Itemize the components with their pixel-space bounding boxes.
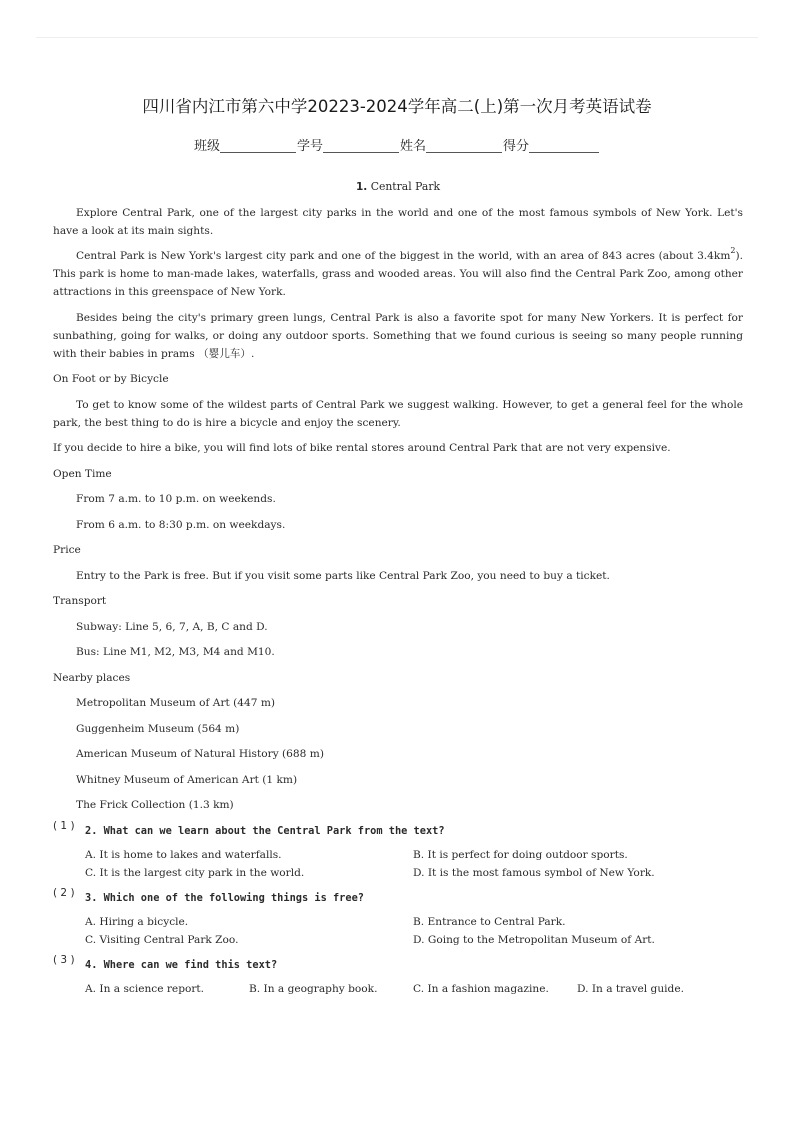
option-d[interactable]: D. It is the most famous symbol of New York. xyxy=(413,866,655,879)
question-2-options xyxy=(53,913,743,949)
heading-nearby: Nearby places xyxy=(53,671,131,684)
question-3 xyxy=(53,953,743,974)
option-a[interactable]: A. Hiring a bicycle. xyxy=(85,915,189,928)
nearby-item: Whitney Museum of American Art (1 km) xyxy=(76,773,298,786)
heading-open-time: Open Time xyxy=(53,467,112,480)
passage-heading xyxy=(53,178,743,196)
nearby-item: Guggenheim Museum (564 m) xyxy=(76,722,240,735)
option-c[interactable]: C. In a fashion magazine. xyxy=(413,982,549,995)
option-d[interactable]: D. In a travel guide. xyxy=(577,982,684,995)
question-label: ( 3 ) xyxy=(53,953,75,966)
top-divider xyxy=(36,37,758,38)
nearby-item: American Museum of Natural History (688 m) xyxy=(76,748,324,760)
score-label: 得分 xyxy=(503,139,530,154)
question-text: 4. Where can we find this text? xyxy=(85,958,278,971)
question-1 xyxy=(53,819,743,840)
name-label: 姓名 xyxy=(400,139,427,154)
passage-paragraph-walking: To get to know some of the wildest parts of Central Park we suggest walking. However, to get a general feel for the whole park, the best thing to do is hire a bicycle and enjoy the scenery. xyxy=(53,398,743,429)
name-blank[interactable] xyxy=(426,138,502,153)
student-id-label: 学号 xyxy=(296,139,323,154)
option-c[interactable]: C. Visiting Central Park Zoo. xyxy=(85,933,239,946)
superscript-2: 2 xyxy=(730,246,736,255)
transport-bus: Bus: Line M1, M2, M3, M4 and M10. xyxy=(76,646,275,658)
question-1-options xyxy=(53,846,743,882)
option-b[interactable]: B. Entrance to Central Park. xyxy=(413,915,566,928)
open-time-weekends: From 7 a.m. to 10 p.m. on weekends. xyxy=(76,493,276,505)
question-text: 2. What can we learn about the Central Park from the text? xyxy=(85,824,445,837)
option-b[interactable]: B. It is perfect for doing outdoor sports. xyxy=(413,848,628,861)
option-d[interactable]: D. Going to the Metropolitan Museum of Art. xyxy=(413,933,655,946)
heading-price: Price xyxy=(53,544,81,556)
student-id-blank[interactable] xyxy=(323,138,399,153)
passage-paragraph-bike: If you decide to hire a bike, you will find lots of bike rental stores around Central Park that are not very expensive. xyxy=(53,442,671,454)
passage-number: 1. xyxy=(355,181,368,193)
question-label: ( 1 ) xyxy=(53,819,75,832)
heading-on-foot: On Foot or by Bicycle xyxy=(53,373,169,385)
option-a[interactable]: A. In a science report. xyxy=(85,982,205,995)
option-c[interactable]: C. It is the largest city park in the world. xyxy=(85,866,305,879)
passage-title: Central Park xyxy=(370,180,441,193)
question-text: 3. Which one of the following things is free? xyxy=(85,891,364,904)
class-blank[interactable] xyxy=(220,138,296,153)
passage-paragraph-area: Central Park is New York's largest city park and one of the biggest in the world, with an area of 843 acres (about $3.4km^2$). This park is home to man-made lakes, waterfalls, grass and wooded areas. You will also find the Central Park Zoo, among other attractions in this greenspace of New York. xyxy=(53,246,743,298)
student-info-line xyxy=(0,135,794,154)
heading-transport: Transport xyxy=(53,595,107,607)
exam-title: 四川省内江市第六中学20223-2024学年高二(上)第一次月考英语试卷 xyxy=(142,97,652,116)
question-3-options xyxy=(53,980,743,998)
nearby-item: The Frick Collection (1.3 km) xyxy=(76,799,234,811)
nearby-item: Metropolitan Museum of Art (447 m) xyxy=(76,697,276,709)
open-time-weekdays: From 6 a.m. to 8:30 p.m. on weekdays. xyxy=(76,518,286,531)
score-blank[interactable] xyxy=(529,138,599,153)
passage-intro: Explore Central Park, one of the largest city parks in the world and one of the most famous symbols of New York. Let's have a look at its main sights. xyxy=(53,206,743,237)
exam-content xyxy=(53,178,743,998)
question-label: ( 2 ) xyxy=(53,886,75,899)
transport-subway: Subway: Line 5, 6, 7, A, B, C and D. xyxy=(76,620,268,633)
class-label: 班级 xyxy=(193,139,220,154)
passage-paragraph-lungs: Besides being the city's primary green lungs, Central Park is also a favorite spot for many New Yorkers. It is perfect for sunbathing, going for walks, or doing any outdoor sports. Something that we found curious is seeing so many people running with their babies in prams （婴儿车）. xyxy=(53,311,743,360)
option-b[interactable]: B. In a geography book. xyxy=(249,982,378,995)
question-2 xyxy=(53,886,743,907)
price-text: Entry to the Park is free. But if you visit some parts like Central Park Zoo, you need to buy a ticket. xyxy=(76,569,610,582)
option-a[interactable]: A. It is home to lakes and waterfalls. xyxy=(85,848,282,861)
